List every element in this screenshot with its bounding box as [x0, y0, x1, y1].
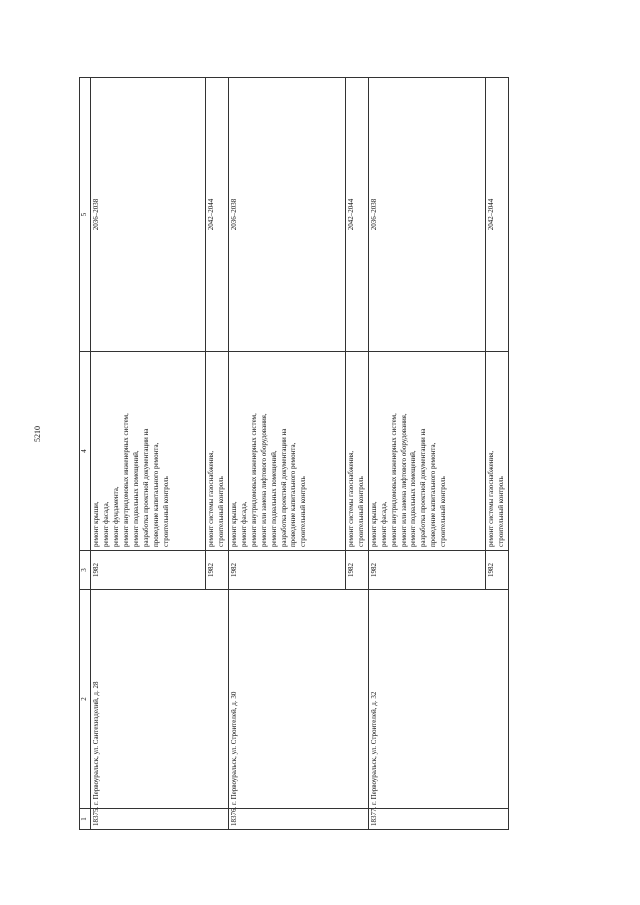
- header-col-5: 5: [80, 78, 91, 352]
- build-year: 1982: [485, 551, 508, 590]
- header-col-4: 4: [80, 352, 91, 551]
- entry-address: г. Первоуральск, ул. Строителей, д. 32: [368, 590, 508, 809]
- header-col-3: 3: [80, 551, 91, 590]
- works-list: ремонт крыши, ремонт фасада, ремонт фундамента, ремонт внутридомовых инженерных систем, ремонт подвальных помещений, разработка проектной документации на проведение капитального ремонта, строительный контроль: [90, 352, 205, 551]
- entry-number: 18375.: [90, 809, 228, 830]
- entry-address: г. Первоуральск, ул. Строителей, д. 30: [228, 590, 368, 809]
- repair-period: 2042–2044: [205, 78, 228, 352]
- rotated-table-container: [79, 78, 505, 830]
- build-year: 1982: [345, 551, 368, 590]
- entry-address: г. Первоуральск, ул. Сантехизделий, д. 28: [90, 590, 228, 809]
- build-year: 1982: [368, 551, 485, 590]
- works-list: ремонт крыши, ремонт фасада, ремонт внутридомовых инженерных систем, ремонт или замена лифтового оборудования, ремонт подвальных помещений, разработка проектной документации на проведение капитального ремонта, строительный контроль: [228, 352, 345, 551]
- entry-number: 18376.: [228, 809, 368, 830]
- page-number: 5210: [33, 426, 42, 442]
- works-list: ремонт системы газоснабжения, строительный контроль: [205, 352, 228, 551]
- repair-period: 2036–2038: [90, 78, 205, 352]
- works-list: ремонт системы газоснабжения, строительный контроль: [485, 352, 508, 551]
- header-col-2: 2: [80, 590, 91, 809]
- build-year: 1982: [228, 551, 345, 590]
- works-list: ремонт системы газоснабжения, строительный контроль: [345, 352, 368, 551]
- entry-number: 18377.: [368, 809, 508, 830]
- build-year: 1982: [90, 551, 205, 590]
- repair-period: 2036–2038: [368, 78, 485, 352]
- repair-period: 2042–2044: [485, 78, 508, 352]
- works-list: ремонт крыши, ремонт фасада, ремонт внутридомовых инженерных систем, ремонт или замена лифтового оборудования, ремонт подвальных помещений, разработка проектной документации на проведение капитального ремонта, строительный контроль: [368, 352, 485, 551]
- repair-period: 2036–2038: [228, 78, 345, 352]
- build-year: 1982: [205, 551, 228, 590]
- header-col-1: 1: [80, 809, 91, 830]
- table-row: [368, 78, 485, 830]
- table-row: [228, 78, 345, 830]
- repair-schedule-table: [79, 77, 509, 830]
- repair-period: 2042–2044: [345, 78, 368, 352]
- table-header-row: [80, 78, 91, 830]
- table-row: [90, 78, 205, 830]
